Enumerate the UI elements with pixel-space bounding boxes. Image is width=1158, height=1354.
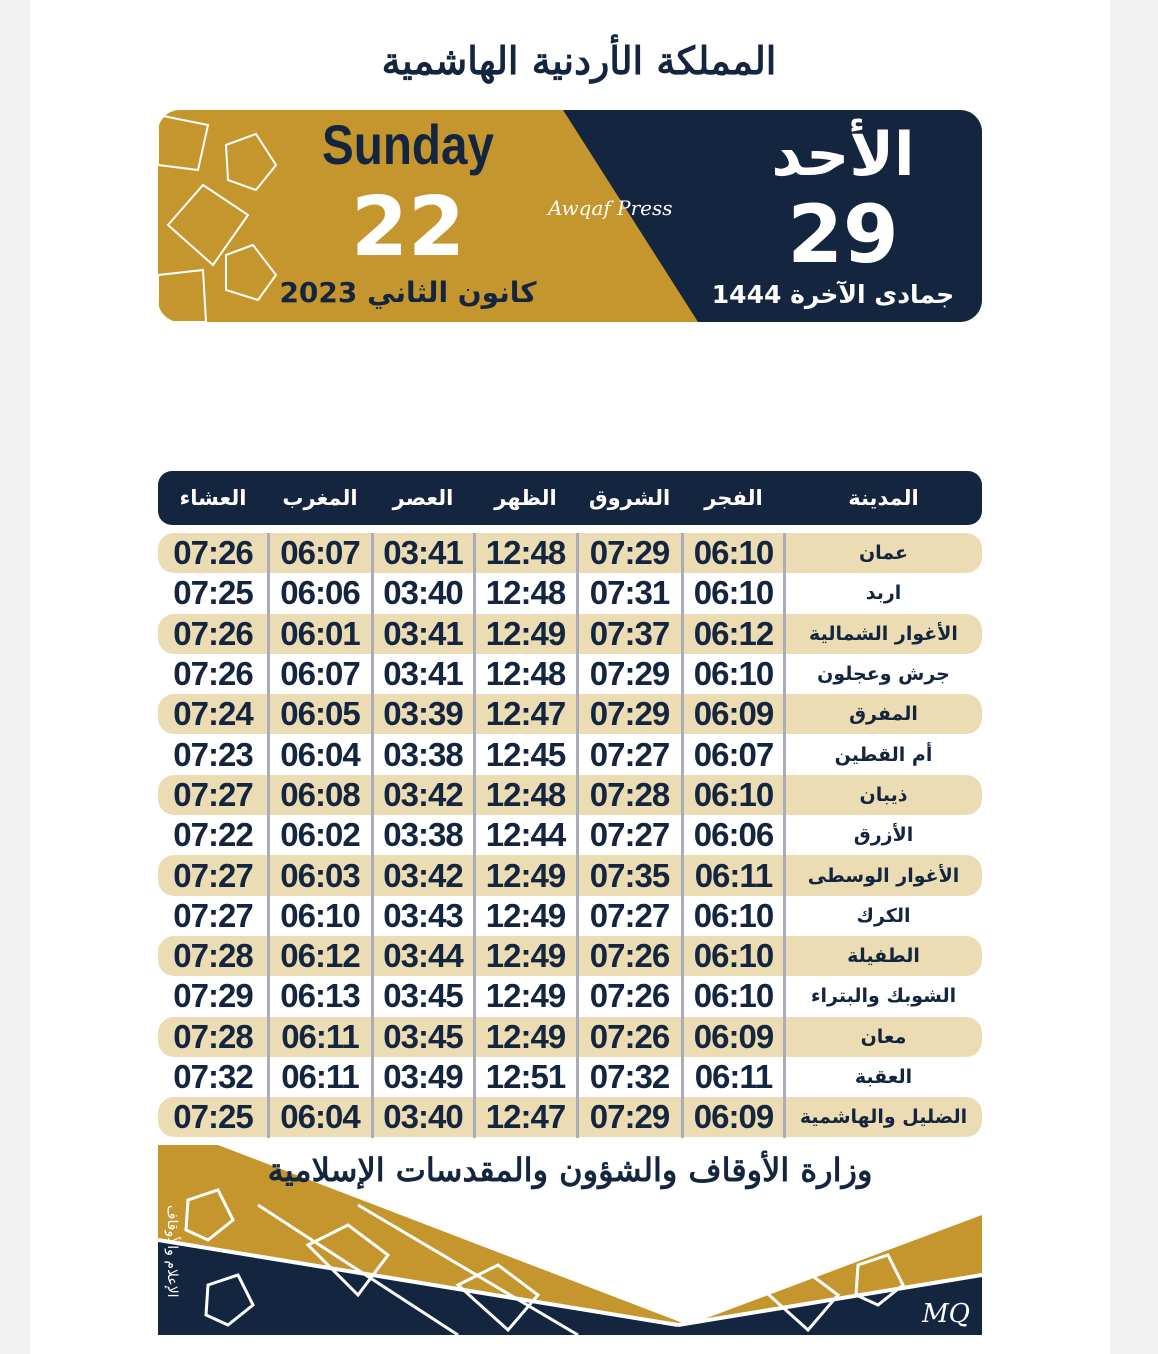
isha-time: 07:27 bbox=[173, 896, 253, 934]
maghrib-time: 06:10 bbox=[280, 896, 360, 934]
fajr-time: 06:09 bbox=[693, 695, 774, 733]
table-row bbox=[158, 694, 982, 734]
maghrib-time: 06:12 bbox=[280, 937, 360, 975]
column-divider bbox=[576, 533, 579, 1138]
shuruq-time: 07:29 bbox=[589, 1098, 670, 1136]
asr-time: 03:40 bbox=[383, 574, 463, 612]
shuruq-time: 07:27 bbox=[589, 896, 670, 934]
header-city: المدينة bbox=[848, 486, 919, 510]
footer-banner bbox=[158, 1145, 982, 1335]
city-name: الضليل والهاشمية bbox=[799, 1106, 968, 1129]
city-name: المفرق bbox=[849, 703, 918, 726]
table-row bbox=[158, 614, 982, 654]
isha-time: 07:29 bbox=[173, 977, 253, 1015]
city-name: ذيبان bbox=[859, 783, 908, 806]
isha-time: 07:27 bbox=[173, 856, 253, 894]
date-banner bbox=[158, 110, 982, 322]
city-name: الكرك bbox=[856, 904, 911, 927]
hijri-month-year: جمادى الآخرة 1444 bbox=[711, 280, 955, 309]
dhuhr-time: 12:49 bbox=[485, 937, 566, 975]
asr-time: 03:39 bbox=[383, 695, 463, 733]
city-name: عمان bbox=[858, 542, 909, 565]
table-row bbox=[158, 815, 982, 855]
asr-time: 03:42 bbox=[383, 775, 463, 813]
asr-time: 03:41 bbox=[383, 534, 463, 572]
column-divider bbox=[473, 533, 476, 1138]
shuruq-time: 07:29 bbox=[589, 655, 670, 693]
dhuhr-time: 12:49 bbox=[485, 856, 566, 894]
fajr-time: 06:06 bbox=[693, 816, 774, 854]
hijri-day-name: الأحد bbox=[771, 120, 915, 190]
table-row bbox=[158, 654, 982, 694]
shuruq-time: 07:28 bbox=[589, 775, 670, 813]
asr-time: 03:42 bbox=[383, 856, 463, 894]
shuruq-time: 07:37 bbox=[589, 614, 670, 652]
dhuhr-time: 12:48 bbox=[485, 655, 566, 693]
header-shuruq: الشروق bbox=[588, 486, 671, 510]
maghrib-time: 06:07 bbox=[280, 655, 360, 693]
header-isha: العشاء bbox=[179, 486, 247, 510]
city-name: الطفيلة bbox=[847, 945, 920, 968]
fajr-time: 06:10 bbox=[693, 534, 774, 572]
dhuhr-time: 12:47 bbox=[485, 695, 566, 733]
gregorian-day-name: Sunday bbox=[322, 113, 494, 176]
isha-time: 07:26 bbox=[173, 534, 253, 572]
isha-time: 07:25 bbox=[173, 1098, 253, 1136]
header-dhuhr: الظهر bbox=[494, 486, 557, 510]
maghrib-time: 06:04 bbox=[280, 1098, 360, 1136]
shuruq-time: 07:32 bbox=[589, 1058, 670, 1095]
asr-time: 03:38 bbox=[383, 735, 463, 773]
city-name: معان bbox=[860, 1025, 907, 1048]
dhuhr-time: 12:49 bbox=[485, 896, 566, 934]
dhuhr-time: 12:45 bbox=[485, 735, 566, 773]
table-row bbox=[158, 573, 982, 613]
signature: MQ bbox=[922, 1299, 970, 1329]
watermark: Awqaf Press bbox=[548, 196, 673, 220]
city-name: اربد bbox=[865, 582, 902, 605]
asr-time: 03:40 bbox=[383, 1098, 463, 1136]
maghrib-time: 06:11 bbox=[281, 1058, 359, 1095]
isha-time: 07:23 bbox=[173, 735, 253, 773]
shuruq-time: 07:27 bbox=[589, 816, 670, 854]
isha-time: 07:26 bbox=[173, 614, 253, 652]
dhuhr-time: 12:49 bbox=[485, 977, 566, 1015]
fajr-time: 06:12 bbox=[693, 614, 774, 652]
shuruq-time: 07:26 bbox=[589, 977, 670, 1015]
asr-time: 03:41 bbox=[383, 655, 463, 693]
kingdom-calligraphy: المملكة الأردنية الهاشمية bbox=[381, 38, 777, 83]
header-fajr: الفجر bbox=[704, 486, 763, 510]
shuruq-time: 07:29 bbox=[589, 695, 670, 733]
maghrib-time: 06:11 bbox=[281, 1017, 359, 1055]
maghrib-time: 06:01 bbox=[280, 614, 360, 652]
table-row bbox=[158, 1097, 982, 1137]
isha-time: 07:26 bbox=[173, 655, 253, 693]
city-name: العقبة bbox=[854, 1066, 913, 1088]
shuruq-time: 07:27 bbox=[589, 735, 670, 773]
hijri-day: 29 bbox=[787, 188, 899, 281]
table-row bbox=[158, 1057, 982, 1097]
maghrib-time: 06:07 bbox=[280, 534, 360, 572]
fajr-time: 06:10 bbox=[693, 574, 774, 612]
city-name: الأزرق bbox=[853, 824, 914, 847]
asr-time: 03:45 bbox=[383, 1017, 463, 1055]
isha-time: 07:24 bbox=[173, 695, 253, 733]
table-row bbox=[158, 775, 982, 815]
side-text: الإعلام والأوقاف bbox=[164, 1205, 180, 1298]
isha-time: 07:25 bbox=[173, 574, 253, 612]
table-body bbox=[158, 533, 982, 1137]
table-row bbox=[158, 734, 982, 774]
gregorian-day: 22 bbox=[350, 180, 466, 275]
city-name: الأغوار الشمالية bbox=[809, 622, 958, 645]
column-divider bbox=[783, 533, 786, 1138]
dhuhr-time: 12:49 bbox=[485, 1017, 566, 1055]
table-header bbox=[158, 471, 982, 525]
fajr-time: 06:10 bbox=[693, 775, 774, 813]
column-divider bbox=[267, 533, 270, 1138]
fajr-time: 06:07 bbox=[693, 735, 774, 773]
asr-time: 03:41 bbox=[383, 614, 463, 652]
city-name: الشوبك والبتراء bbox=[810, 985, 957, 1008]
gregorian-month-year: كانون الثاني 2023 bbox=[279, 276, 537, 309]
table-row bbox=[158, 855, 982, 895]
maghrib-time: 06:05 bbox=[280, 695, 360, 733]
asr-time: 03:45 bbox=[383, 977, 463, 1015]
header-asr: العصر bbox=[392, 486, 454, 510]
dhuhr-time: 12:47 bbox=[485, 1098, 566, 1136]
asr-time: 03:38 bbox=[383, 816, 463, 854]
prayer-times-table bbox=[158, 471, 982, 1137]
ministry-calligraphy: وزارة الأوقاف والشؤون والمقدسات الإسلامية bbox=[267, 1151, 873, 1189]
city-name: الأغوار الوسطى bbox=[807, 864, 960, 887]
shuruq-time: 07:29 bbox=[589, 534, 670, 572]
fajr-time: 06:11 bbox=[694, 1058, 773, 1095]
maghrib-time: 06:03 bbox=[280, 856, 360, 894]
asr-time: 03:43 bbox=[383, 896, 463, 934]
city-name: أم القطين bbox=[834, 743, 933, 766]
asr-time: 03:49 bbox=[383, 1058, 463, 1095]
maghrib-time: 06:08 bbox=[280, 775, 360, 813]
fajr-time: 06:09 bbox=[693, 1017, 774, 1055]
dhuhr-time: 12:48 bbox=[485, 574, 566, 612]
column-divider bbox=[681, 533, 684, 1138]
dhuhr-time: 12:49 bbox=[485, 614, 566, 652]
dhuhr-time: 12:51 bbox=[485, 1058, 566, 1095]
fajr-time: 06:11 bbox=[694, 856, 773, 894]
fajr-time: 06:10 bbox=[693, 655, 774, 693]
table-row bbox=[158, 1017, 982, 1057]
fajr-time: 06:10 bbox=[693, 937, 774, 975]
column-divider bbox=[371, 533, 374, 1138]
maghrib-time: 06:02 bbox=[280, 816, 360, 854]
dhuhr-time: 12:48 bbox=[485, 775, 566, 813]
table-row bbox=[158, 896, 982, 936]
dhuhr-time: 12:44 bbox=[485, 816, 566, 854]
header-maghrib: المغرب bbox=[282, 486, 358, 510]
isha-time: 07:32 bbox=[173, 1058, 253, 1095]
maghrib-time: 06:04 bbox=[280, 735, 360, 773]
table-row bbox=[158, 976, 982, 1016]
dhuhr-time: 12:48 bbox=[485, 534, 566, 572]
isha-time: 07:28 bbox=[173, 1017, 253, 1055]
isha-time: 07:22 bbox=[173, 816, 253, 854]
isha-time: 07:28 bbox=[173, 937, 253, 975]
shuruq-time: 07:26 bbox=[589, 1017, 670, 1055]
shuruq-time: 07:26 bbox=[589, 937, 670, 975]
isha-time: 07:27 bbox=[173, 775, 253, 813]
asr-time: 03:44 bbox=[383, 937, 463, 975]
fajr-time: 06:09 bbox=[693, 1098, 774, 1136]
fajr-time: 06:10 bbox=[693, 896, 774, 934]
shuruq-time: 07:35 bbox=[589, 856, 670, 894]
fajr-time: 06:10 bbox=[693, 977, 774, 1015]
maghrib-time: 06:13 bbox=[280, 977, 360, 1015]
maghrib-time: 06:06 bbox=[280, 574, 360, 612]
city-name: جرش وعجلون bbox=[817, 663, 950, 686]
table-row bbox=[158, 936, 982, 976]
shuruq-time: 07:31 bbox=[589, 574, 670, 612]
table-row bbox=[158, 533, 982, 573]
